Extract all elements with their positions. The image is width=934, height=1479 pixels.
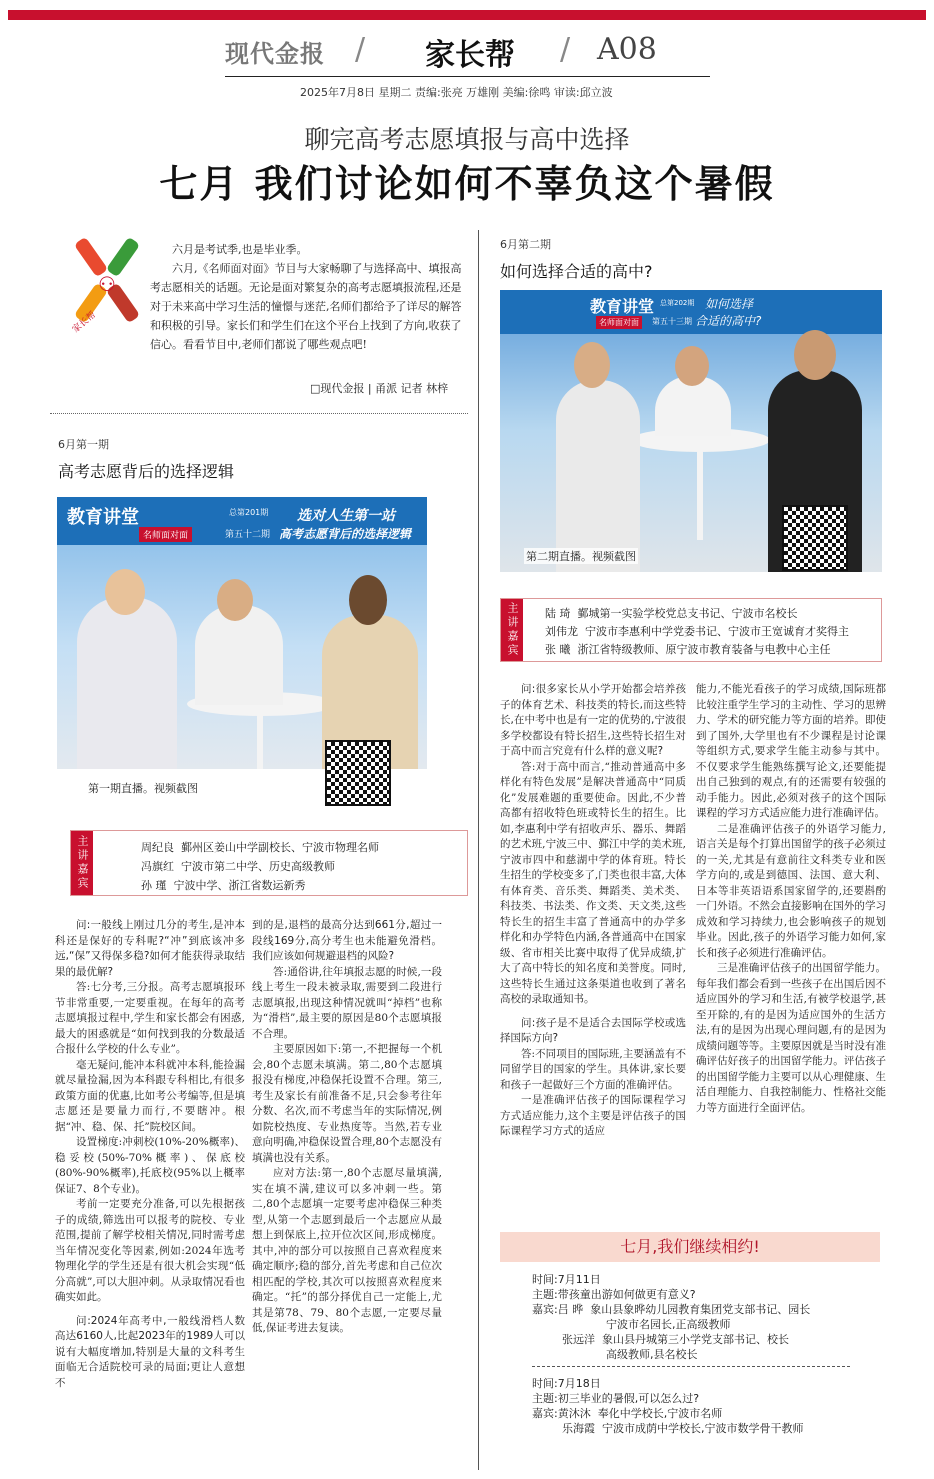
guest-1-head: [105, 569, 145, 615]
question-paragraph: 问:很多家长从小学开始都会培养孩子的体育艺术、科技类的特长,而这些特长,在中考中也是有一定的优势的,宁波很多学校都设有特长招生,这些特长招生对于高中而言究竟有什么样的意义呢?: [500, 683, 686, 757]
answer-paragraph: 毫无疑问,能冲本科就冲本科,能捡漏就尽量捡漏,因为本科跟专科相比,有很多政策方面的优惠,比如考公考编等,但是填志愿还是要量力而行,不要瞎冲。根据“冲、稳、保、托”院校区间。: [55, 1058, 245, 1133]
speaker-desc: 浙江省特级教师、原宁波市教育装备与电教中心主任: [577, 643, 831, 656]
banner-slogan: 选对人生第一站: [297, 508, 395, 524]
table-leg: [697, 450, 703, 540]
banner-no: 总第201期: [229, 508, 269, 517]
schedule-session-1: [532, 1272, 882, 1362]
question-paragraph: 问:孩子是不是适合去国际学校或选择国际方向?: [500, 1016, 686, 1044]
masthead-divider: [225, 76, 710, 77]
answer-paragraph: 答:对于高中而言,“推动普通高中多样化有特色发展”是解决普通高中“同质化”发展难题的重要使命。因此,不少普高都有招收特色班或特长生的招生。比如,李惠利中学有招收声乐、器乐、舞蹈的艺术班,宁波三中、鄞江中学的美术班,宁波市四中和慈湖中学的体育班。特长生招生的学校变多了,门类也很丰富,大体有体育类、音乐类、舞蹈类、美术类、科技类、书法类、作文类、天文类,这些特长生的招生丰富了普通高中的办学多样化和办学特色内涵,各普通高中在国家级、省市相关比赛中取得了优异成绩,扩大了高中特长的知名度和美誉度。同时,这些特长生通过这条渠道也收到了著名高校的录取通知书。: [500, 760, 686, 1005]
answer-paragraph: 一是准确评估孩子的国际课程学习方式适应能力,这个主要是评估孩子的国际课程学习方式的适应: [500, 1094, 686, 1137]
dotted-divider: [50, 413, 468, 414]
issue1-tag: 6月第一期: [58, 438, 109, 451]
subtitle: 聊完高考志愿填报与高中选择: [304, 125, 630, 154]
banner-slogan: 合适的高中?: [695, 314, 762, 328]
answer-paragraph: 设置梯度:冲刺校(10%-20%概率)、稳妥校(50%-70%概率)、保底校(80%-90%概率),托底校(95%以上概率保证7、8个专业)。: [55, 1136, 245, 1195]
speaker-row: [545, 623, 849, 639]
logo-text: 家长帮: [70, 310, 99, 336]
top-red-bar: [8, 10, 926, 20]
speaker-label: 主讲嘉宾: [501, 599, 523, 661]
guest-2-head: [217, 579, 253, 621]
article-column-1: [55, 918, 245, 1468]
session-time: 时间:7月11日: [532, 1273, 601, 1286]
guest-1: [556, 380, 640, 572]
guest-1: [77, 597, 177, 769]
guest-desc: 宁波市成荫中学校长,宁波市数学骨干教师: [602, 1422, 804, 1435]
headline: 七月 我们讨论如何不辜负这个暑假: [159, 162, 775, 206]
banner-issue: 第五十三期: [652, 317, 692, 326]
answer-paragraph: 应对方法:第一,80个志愿尽量填满,实在填不满,建议可以多冲刺一些。第二,80个志愿填一定要考虑冲稳保三种类型,从第一个志愿到最后一个志愿应从最想上到保底上,拉开位次区间,形成梯度。其中,冲的部分可以按照自己喜欢程度来确定顺序;稳的部分,首先考虑和自己位次相匹配的学校,其次可以按照喜欢程度来确定。“托”的部分择优自己一定能上,尤其是第78、79、80个志愿,一定要尽量低,保证考进去复读。: [252, 1167, 442, 1334]
article-column-4: [696, 682, 886, 1212]
speaker-row: [141, 858, 335, 874]
answer-paragraph: 考前一定要充分准备,可以先根据孩子的成绩,筛选出可以报考的院校、专业范围,提前了解学校相关情况,同时需考虑当年情况变化等因素,例如:2024年选考物理化学的学生还是有很大机会实现“低分高就”,可以大胆冲刺。从录取情况看也确实如此。: [55, 1198, 245, 1303]
svg-text:⚇: ⚇: [98, 272, 116, 296]
answer-paragraph: 答:七分考,三分报。高考志愿填报环节非常重要,一定要重视。在每年的高考志愿填报过程中,学生和家长都会有困惑,最大的困惑就是“如何找到我的分数最适合报什么学校的什么专业”。: [55, 981, 245, 1055]
jiazhangbang-logo: [70, 233, 146, 336]
byline: □现代金报 | 甬派 记者 林梓: [310, 382, 449, 395]
article-column-2: [252, 918, 442, 1468]
article-column-3: [500, 682, 686, 1212]
publication-name: 现代金报: [225, 40, 325, 68]
question-paragraph: 问:一般线上刚过几分的考生,是冲本科还是保好的专科呢?“冲”到底该冲多远,“保”又得保多稳?如何才能获得录取结果的最优解?: [55, 919, 245, 978]
masthead: [225, 30, 705, 76]
session-time: 时间:7月18日: [532, 1377, 601, 1390]
speaker-row: [141, 877, 306, 893]
question-paragraph: 问:2024年高考中,一般线滑档人数高达6160人,比起2023年的1989人可以说有大幅度增加,特别是大量的文科考生面临无合适院校可录的局面;更让人意想不: [55, 1314, 245, 1389]
speaker-name: 孙 瑾: [141, 879, 167, 892]
guest-3-head: [349, 575, 387, 625]
banner-slogan: 高考志愿背后的选择逻辑: [279, 527, 412, 541]
issue2-qr-code[interactable]: [782, 505, 848, 571]
guest-label: 嘉宾:: [532, 1407, 558, 1420]
masthead-separator: /: [560, 32, 571, 67]
answer-paragraph: 三是准确评估孩子的出国留学能力。每年我们都会看到一些孩子在出国后因不适应国外的学习和生活,有被学校退学,甚至开除的,有的是因为适应国外的生活方法,有的是因为出现心理问题,有的是因为成绩问题等等。主要原因就是当时没有准确评估好孩子的出国留学能力。评估孩子的出国留学能力主要可以从心理健康、生活自理能力、自我控制能力、性格社交能力等方面进行全面评估。: [696, 962, 886, 1114]
guest-desc: 高级教师,县名校长: [606, 1348, 698, 1361]
speaker-name: 陆 琦: [545, 607, 571, 620]
intro-paragraph: 六月是考试季,也是毕业季。: [172, 243, 308, 256]
dateline: 2025年7月8日 星期二 责编:张亮 万雄刚 美编:徐鸣 审读:邱立波: [300, 86, 613, 99]
guest-name: 黄沐沐: [557, 1407, 591, 1420]
issue2-caption: 第二期直播。视频截图: [526, 550, 636, 563]
answer-paragraph: 能力,不能光看孩子的学习成绩,国际班都比较注重学生学习的主动性、学习的思辨力、学术的研究能力等方面的培养。即使到了国外,大学里也有不少课程是讨论课等组织方式,要求学生能主动参与其中。不仅要求学生能熟练撰写论文,还要能提出自己独到的观点,有的还需要有较强的动手能力。因此,必须对孩子的这个国际课程的学习方式适应能力进行准确评估。: [696, 683, 886, 819]
speaker-desc: 宁波市第二中学、历史高级教师: [181, 860, 335, 873]
banner-issue: 第五十二期: [225, 530, 271, 540]
speaker-row: [545, 605, 798, 621]
speaker-name: 周纪良: [141, 841, 174, 854]
speaker-name: 冯旗红: [141, 860, 174, 873]
issue2-speakers: [500, 598, 882, 662]
speaker-desc: 宁波市李惠利中学党委书记、宁波市王宽诚育才奖得主: [585, 625, 849, 638]
banner-brand: 教育讲堂: [590, 297, 655, 316]
answer-paragraph: 答:通俗讲,往年填报志愿的时候,一段线上考生一段未被录取,需要到二段进行志愿填报,出现这种情况就叫“掉档”也称为“滑档”,最主要的原因是80个志愿填报不合理。: [252, 965, 442, 1040]
page-number: A08: [597, 32, 657, 67]
intro-paragraph: 六月,《名师面对面》节目与大家畅聊了与选择高中、填报高考志愿相关的话题。无论是面对繁复杂的高考志愿填报流程,还是对于未来高中学习生活的憧憬与迷茫,名师们都给予了详尽的解答和积极的引导。家长们和学生们在这个平台上找到了方向,收获了信心。看看节目中,老师们都说了哪些观点吧!: [150, 262, 462, 351]
guest-desc: 象山县丹城第三小学党支部书记、校长: [602, 1333, 789, 1346]
july-banner: 七月,我们继续相约!: [500, 1232, 880, 1262]
speaker-label: 主讲嘉宾: [71, 831, 93, 895]
guest-1-head: [574, 342, 610, 388]
guest-name: 吕 晔: [557, 1303, 584, 1316]
masthead-separator: /: [355, 32, 366, 67]
guest-desc: 奉化中学校长,宁波市名师: [597, 1407, 723, 1420]
issue1-title: 高考志愿背后的选择逻辑: [58, 462, 235, 481]
guest-name: 张远洋: [562, 1333, 595, 1346]
answer-paragraph: 二是准确评估孩子的外语学习能力,语言关是每个打算出国留学的孩子必须过的一关,尤其是有意前往文科类专业和医学方向的,或是到德国、法国、意大利、日本等非英语语系国家留学的,还要斟酌一门外语。不然会直接影响在国外的学习成效和学习持续力,也会影响孩子的规划毕业。因此,孩子的外语学习能力如何,家长和孩子必须进行准确评估。: [696, 822, 886, 959]
guest-desc: 象山县象晔幼儿园教育集团党支部书记、园长: [590, 1303, 811, 1316]
intro-text: [150, 240, 470, 354]
guest-3-head: [794, 330, 836, 380]
guest-label: 嘉宾:: [532, 1303, 558, 1316]
schedule-session-2: [532, 1376, 882, 1436]
banner-show: 名师面对面: [596, 316, 642, 329]
answer-paragraph: 主要原因如下:第一,不把握每一个机会,80个志愿未填满。第二,80个志愿填报没有梯度,冲稳保托设置不合理。第三,考生及家长有前准备不足,只会参考往年分数、名次,而不考虑当年的实际情况,例如院校热度、专业热度等。当然,若专业意向明确,冲稳保设置合理,80个志愿没有填满也没有关系。: [252, 1043, 442, 1164]
issue2-title: 如何选择合适的高中?: [500, 262, 653, 281]
speaker-desc: 鄞城第一实验学校党总支书记、宁波市名校长: [577, 607, 798, 620]
schedule-divider: [532, 1366, 850, 1367]
banner-no: 总第202期: [660, 299, 695, 307]
issue1-qr-code[interactable]: [325, 740, 391, 806]
session-topic: 主题:带孩童出游如何做更有意义?: [532, 1288, 696, 1301]
issue1-photo: [57, 497, 427, 769]
issue1-caption: 第一期直播。视频截图: [88, 782, 198, 795]
guest-desc: 宁波市名园长,正高级教师: [606, 1318, 731, 1331]
banner-brand: 教育讲堂: [67, 507, 139, 528]
guest-2-head: [675, 346, 709, 386]
issue2-tag: 6月第二期: [500, 238, 551, 251]
speaker-row: [545, 641, 831, 657]
banner-show: 名师面对面: [139, 527, 192, 542]
question-paragraph: 到的是,退档的最高分达到661分,超过一段线169分,高分考生也未能避免滑档。我们应该如何规避退档的风险?: [252, 919, 442, 962]
speaker-name: 刘伟龙: [545, 625, 578, 638]
column-divider: [478, 230, 479, 1470]
table-leg: [257, 715, 263, 769]
speaker-desc: 宁波中学、浙江省数运新秀: [173, 879, 306, 892]
guest-name: 乐海霞: [562, 1422, 595, 1435]
banner-slogan: 如何选择: [705, 297, 754, 311]
answer-paragraph: 答:不同项目的国际班,主要涵盖有不同留学目的国家的学生。具体讲,家长要和孩子一起做好三个方面的准确评估。: [500, 1047, 686, 1091]
session-topic: 主题:初三毕业的暑假,可以怎么过?: [532, 1392, 700, 1405]
speaker-desc: 鄞州区姜山中学副校长、宁波市物理名师: [181, 841, 379, 854]
speaker-row: [141, 839, 379, 855]
issue1-speakers: [70, 830, 468, 896]
speaker-name: 张 曦: [545, 643, 571, 656]
section-name: 家长帮: [425, 38, 515, 73]
